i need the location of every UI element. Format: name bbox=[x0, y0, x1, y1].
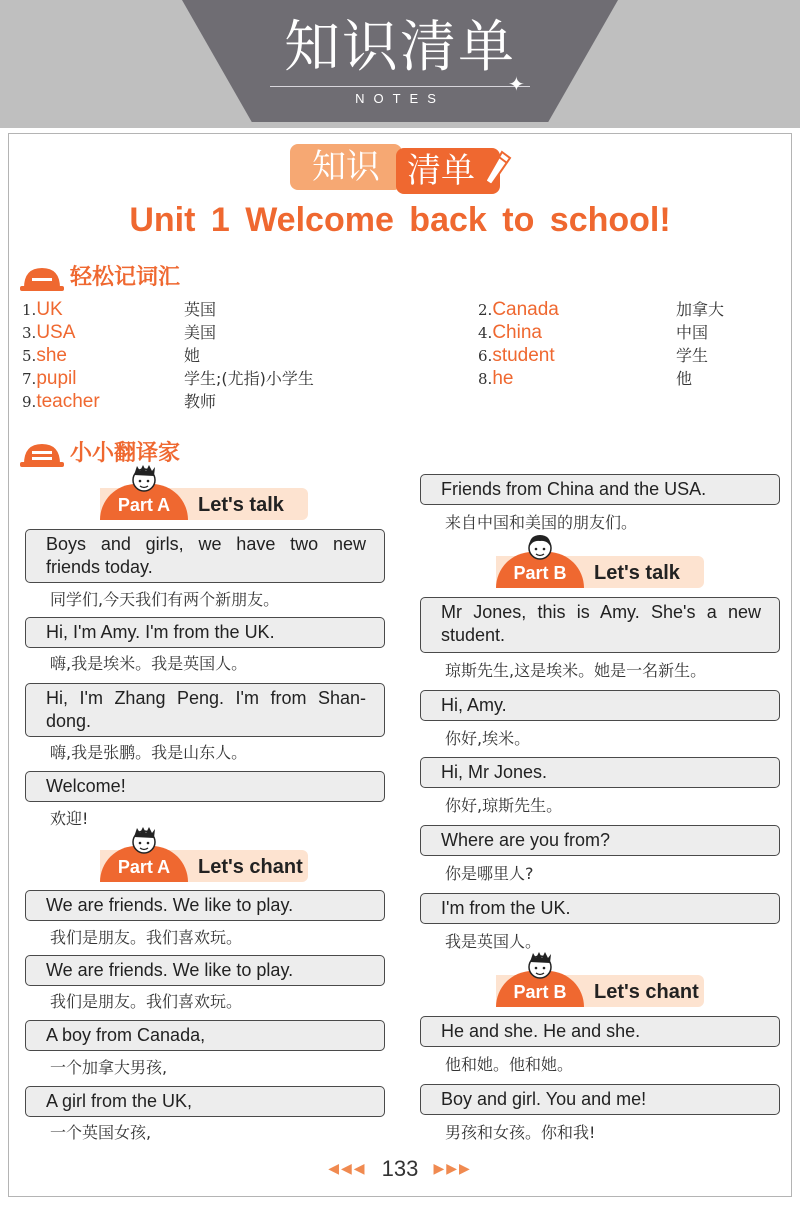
dialogue-box: Where are you from? bbox=[420, 825, 780, 856]
translation-line: 一个英国女孩, bbox=[50, 1123, 152, 1142]
part-title: Let's talk bbox=[198, 494, 284, 516]
vocab-item bbox=[478, 321, 778, 344]
translation-line: 你好,琼斯先生。 bbox=[445, 796, 563, 815]
vocab-english: USA bbox=[36, 322, 76, 343]
banner-subtitle: NOTES bbox=[355, 91, 445, 106]
translation-line: 来自中国和美国的朋友们。 bbox=[445, 513, 638, 532]
vocab-number: 1. bbox=[22, 301, 37, 319]
vocab-list bbox=[22, 298, 782, 416]
vocab-english: student bbox=[492, 345, 555, 366]
vocab-number: 6. bbox=[478, 347, 493, 365]
title-badge bbox=[290, 144, 514, 194]
translation-line: 一个加拿大男孩, bbox=[50, 1058, 168, 1077]
dialogue-box: Hi, Mr Jones. bbox=[420, 757, 780, 788]
vocab-item bbox=[22, 321, 422, 344]
section-marker-icon bbox=[20, 264, 64, 292]
translation-line: 男孩和女孩。你和我! bbox=[445, 1123, 596, 1142]
part-a-chant-label bbox=[100, 846, 316, 882]
part-name: Part A bbox=[117, 857, 171, 877]
vocab-chinese: 她 bbox=[184, 346, 201, 365]
vocab-chinese: 加拿大 bbox=[676, 300, 725, 319]
boy-avatar-icon bbox=[128, 824, 160, 856]
banner-divider bbox=[270, 86, 530, 87]
dialogue-box: Boy and girl. You and me! bbox=[420, 1084, 780, 1115]
part-title: Let's talk bbox=[594, 562, 680, 584]
vocab-english: Canada bbox=[492, 299, 559, 320]
vocab-number: 5. bbox=[22, 347, 37, 365]
dialogue-box: We are friends. We like to play. bbox=[25, 955, 385, 986]
translation-line: 欢迎! bbox=[50, 809, 89, 828]
girl-avatar-icon bbox=[524, 530, 556, 562]
part-b-talk-label bbox=[496, 552, 712, 588]
vocab-number: 2. bbox=[478, 301, 493, 319]
dialogue-box: Friends from China and the USA. bbox=[420, 474, 780, 505]
vocab-chinese: 学生;(尤指)小学生 bbox=[184, 369, 314, 388]
vocab-chinese: 英国 bbox=[184, 300, 217, 319]
vocab-english: pupil bbox=[36, 368, 77, 389]
vocab-item bbox=[22, 298, 422, 321]
vocab-english: teacher bbox=[36, 391, 100, 412]
dialogue-box: A boy from Canada, bbox=[25, 1020, 385, 1051]
vocab-number: 4. bbox=[478, 324, 493, 342]
vocab-item bbox=[22, 344, 422, 367]
translation-line: 他和她。他和她。 bbox=[445, 1055, 574, 1074]
next-arrows-icon: ▶▶▶ bbox=[433, 1161, 472, 1177]
vocab-item bbox=[478, 367, 778, 390]
section-title: 轻松记词汇 bbox=[70, 265, 181, 290]
translation-line: 我们是朋友。我们喜欢玩。 bbox=[50, 992, 243, 1011]
dialogue-box: Boys and girls, we have two new friends today. bbox=[25, 529, 385, 583]
translation-line: 你好,埃米。 bbox=[445, 729, 531, 748]
vocab-item bbox=[22, 367, 422, 390]
unit-title: Unit 1 Welcome back to school! bbox=[129, 201, 671, 239]
part-name: Part A bbox=[117, 495, 171, 515]
dialogue-box: I'm from the UK. bbox=[420, 893, 780, 924]
badge-right-text: 清单 bbox=[396, 148, 500, 194]
dialogue-box: Hi, Amy. bbox=[420, 690, 780, 721]
banner-title: 知识清单 bbox=[284, 15, 516, 80]
vocab-chinese: 美国 bbox=[184, 323, 217, 342]
vocab-english: he bbox=[492, 368, 514, 389]
part-title: Let's chant bbox=[594, 981, 699, 1003]
dialogue-box: Welcome! bbox=[25, 771, 385, 802]
vocab-chinese: 教师 bbox=[184, 392, 217, 411]
translation-line: 同学们,今天我们有两个新朋友。 bbox=[50, 590, 280, 609]
vocab-number: 3. bbox=[22, 324, 37, 342]
vocab-chinese: 他 bbox=[676, 369, 693, 388]
section-title: 小小翻译家 bbox=[70, 441, 181, 466]
translation-line: 嗨,我是张鹏。我是山东人。 bbox=[50, 743, 248, 762]
vocab-chinese: 中国 bbox=[676, 323, 709, 342]
vocab-item bbox=[22, 390, 422, 413]
page-footer bbox=[0, 1156, 800, 1184]
part-a-talk-label bbox=[100, 484, 316, 520]
dialogue-box: We are friends. We like to play. bbox=[25, 890, 385, 921]
part-name: Part B bbox=[513, 563, 567, 583]
vocab-item bbox=[478, 298, 778, 321]
part-name: Part B bbox=[513, 982, 567, 1002]
dialogue-box: Hi, I'm Amy. I'm from the UK. bbox=[25, 617, 385, 648]
translation-line: 你是哪里人? bbox=[445, 864, 534, 883]
vocab-item bbox=[478, 344, 778, 367]
section-marker-icon bbox=[20, 440, 64, 468]
dialogue-box: He and she. He and she. bbox=[420, 1016, 780, 1047]
translation-line: 我是英国人。 bbox=[445, 932, 542, 951]
pencil-icon bbox=[482, 150, 512, 190]
vocab-number: 8. bbox=[478, 370, 493, 388]
boy-avatar-icon bbox=[524, 949, 556, 981]
prev-arrows-icon: ◀◀◀ bbox=[328, 1161, 367, 1177]
dialogue-box: Hi, I'm Zhang Peng. I'm from Shan-dong. bbox=[25, 683, 385, 737]
part-b-chant-label bbox=[496, 971, 712, 1007]
translation-line: 我们是朋友。我们喜欢玩。 bbox=[50, 928, 243, 947]
vocab-number: 9. bbox=[22, 393, 37, 411]
sparkle-icon: ✦ bbox=[508, 72, 525, 96]
vocab-english: UK bbox=[36, 299, 63, 320]
vocab-english: China bbox=[492, 322, 542, 343]
page-number: 133 bbox=[381, 1156, 419, 1181]
vocab-english: she bbox=[36, 345, 67, 366]
vocab-chinese: 学生 bbox=[676, 346, 709, 365]
dialogue-box: A girl from the UK, bbox=[25, 1086, 385, 1117]
part-title: Let's chant bbox=[198, 856, 303, 878]
vocab-number: 7. bbox=[22, 370, 37, 388]
translation-line: 琼斯先生,这是埃米。她是一名新生。 bbox=[445, 661, 707, 680]
boy-avatar-icon bbox=[128, 462, 160, 494]
dialogue-box: Mr Jones, this is Amy. She's a new student. bbox=[420, 597, 780, 653]
translation-line: 嗨,我是埃米。我是英国人。 bbox=[50, 654, 248, 673]
badge-left-text: 知识 bbox=[290, 144, 402, 190]
